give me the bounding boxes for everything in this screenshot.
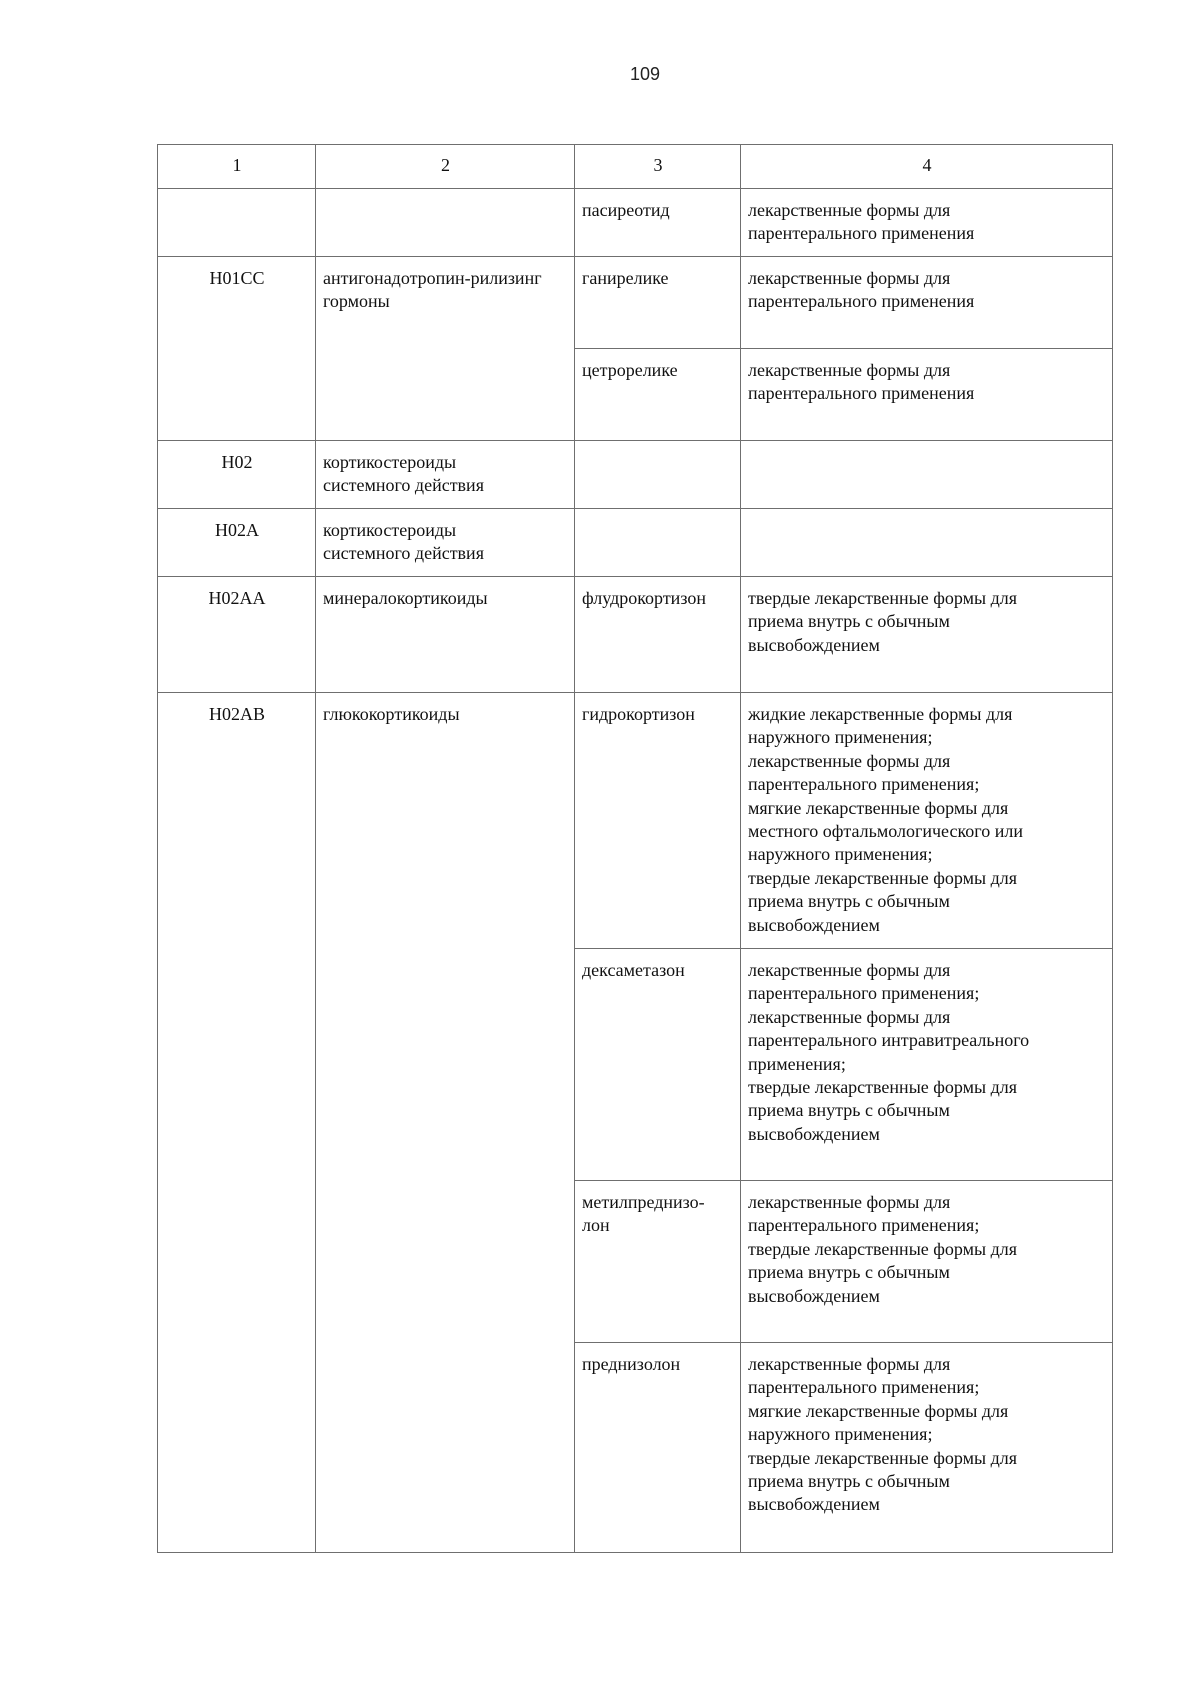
table-row (158, 257, 1113, 349)
dosage-forms-cell: лекарственные формы для парентерального применения (741, 257, 1113, 349)
dosage-forms-cell (741, 509, 1113, 577)
atc-code-cell: H02A (158, 509, 316, 577)
substance-cell (575, 509, 741, 577)
drug-table (157, 144, 1113, 1553)
substance-cell: дексаметазон (575, 949, 741, 1181)
substance-cell (575, 441, 741, 509)
column-header: 2 (316, 145, 575, 189)
substance-cell: цетрорелике (575, 349, 741, 441)
table-row (158, 441, 1113, 509)
table-row (158, 509, 1113, 577)
atc-code-cell: H01CC (158, 257, 316, 441)
substance-cell: преднизолон (575, 1343, 741, 1553)
column-header: 4 (741, 145, 1113, 189)
column-header: 3 (575, 145, 741, 189)
page-number: 109 (629, 64, 661, 84)
substance-cell: пасиреотид (575, 189, 741, 257)
dosage-forms-cell: лекарственные формы для парентерального применения; твердые лекарственные формы для приема внутрь с обычным высвобождением (741, 1181, 1113, 1343)
dosage-forms-cell (741, 441, 1113, 509)
substance-cell: флудрокортизон (575, 577, 741, 693)
group-cell (316, 189, 575, 257)
atc-code-cell (158, 189, 316, 257)
substance-cell: метилпреднизо- лон (575, 1181, 741, 1343)
dosage-forms-cell: лекарственные формы для парентерального применения; мягкие лекарственные формы для наружного применения; твердые лекарственные формы для приема внутрь с обычным высвобождением (741, 1343, 1113, 1553)
table-row (158, 577, 1113, 693)
table-header-row (158, 145, 1113, 189)
dosage-forms-cell: лекарственные формы для парентерального применения (741, 349, 1113, 441)
dosage-forms-cell: лекарственные формы для парентерального применения (741, 189, 1113, 257)
table-row (158, 693, 1113, 949)
atc-code-cell: H02 (158, 441, 316, 509)
table-row (158, 189, 1113, 257)
substance-cell: гидрокортизон (575, 693, 741, 949)
group-cell: кортикостероиды системного действия (316, 441, 575, 509)
atc-code-cell: H02AB (158, 693, 316, 1553)
dosage-forms-cell: твердые лекарственные формы для приема внутрь с обычным высвобождением (741, 577, 1113, 693)
group-cell: кортикостероиды системного действия (316, 509, 575, 577)
atc-code-cell: H02AA (158, 577, 316, 693)
group-cell: глюкокортикоиды (316, 693, 575, 1553)
substance-cell: ганирелике (575, 257, 741, 349)
dosage-forms-cell: лекарственные формы для парентерального применения; лекарственные формы для парентерального интравитреального применения; твердые лекарственные формы для приема внутрь с обычным высвобождением (741, 949, 1113, 1181)
column-header: 1 (158, 145, 316, 189)
group-cell: минералокортикоиды (316, 577, 575, 693)
group-cell: антигонадотропин-рилизинг гормоны (316, 257, 575, 441)
dosage-forms-cell: жидкие лекарственные формы для наружного применения; лекарственные формы для парентерального применения; мягкие лекарственные формы для местного офтальмологического или наружного применения; твердые лекарственные формы для приема внутрь с обычным высвобождением (741, 693, 1113, 949)
